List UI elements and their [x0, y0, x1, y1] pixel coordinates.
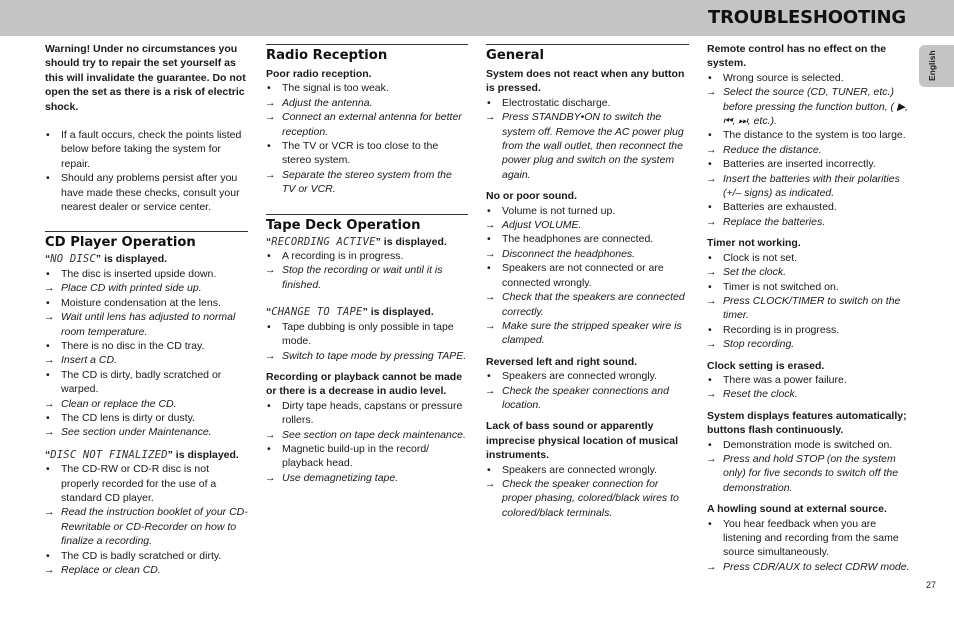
cause-item: • The CD is badly scratched or dirty.	[45, 549, 248, 563]
remedy-item: → Make sure the stripped speaker wire is clamped.	[486, 319, 689, 348]
remedy-item: → Read the instruction booklet of your CD-Rewritable or CD-Recorder on how to finalize a recording.	[45, 505, 248, 548]
radio-list	[266, 81, 468, 196]
radio-section-heading: Radio Reception	[266, 44, 468, 64]
general-question-reversed-sound: Reversed left and right sound.	[486, 355, 638, 368]
remedy-item: → Switch to tape mode by pressing TAPE.	[266, 349, 468, 363]
remedy-item: → Adjust the antenna.	[266, 96, 468, 110]
remedy-item: → Wait until lens has adjusted to normal room temperature.	[45, 310, 248, 339]
cause-item: • Speakers are connected wrongly.	[486, 369, 689, 383]
remedy-item: → Insert a CD.	[45, 353, 248, 367]
cause-item: • The signal is too weak.	[266, 81, 468, 95]
cause-item: • Timer is not switched on.	[707, 280, 910, 294]
column-general	[486, 44, 689, 520]
cause-item: • The CD lens is dirty or dusty.	[45, 411, 248, 425]
general-list-3	[486, 369, 689, 412]
page-header-bar	[0, 0, 954, 36]
remedy-item: → Replace or clean CD.	[45, 563, 248, 577]
remedy-item: → Check the speaker connections and location.	[486, 384, 689, 413]
howling-question: A howling sound at external source.	[707, 503, 887, 516]
cause-item: • The headphones are connected.	[486, 232, 689, 246]
cause-item: • Tape dubbing is only possible in tape mode.	[266, 320, 468, 349]
general-question-no-react: System does not react when any button is pressed.	[486, 68, 685, 95]
remedy-item: → Check the speaker connection for proper phasing, colored/black wires to colored/black terminals.	[486, 477, 689, 520]
cd-section-heading: CD Player Operation	[45, 231, 248, 251]
tape-list-2	[266, 320, 468, 363]
remote-question: Remote control has no effect on the system.	[707, 43, 887, 70]
cause-item: • There was a power failure.	[707, 373, 910, 387]
cause-item: • Speakers are connected wrongly.	[486, 463, 689, 477]
remedy-item: → Stop recording.	[707, 337, 910, 351]
radio-question: Poor radio reception.	[266, 68, 372, 80]
remote-list-2	[707, 251, 910, 352]
cd-question-no-disc: “NO DISC” is displayed.	[45, 253, 168, 266]
intro-list	[45, 128, 248, 214]
remedy-item: → Use demagnetizing tape.	[266, 471, 468, 485]
cause-item: • Clock is not set.	[707, 251, 910, 265]
cause-item: • You hear feedback when you are listening and recording from the same source simultaneously.	[707, 517, 910, 560]
tape-question-change-to-tape: “CHANGE TO TAPE” is displayed.	[266, 306, 434, 319]
cause-item: • Electrostatic discharge.	[486, 96, 689, 110]
cause-item: • Speakers are not connected or are connected wrongly.	[486, 261, 689, 290]
display-text-change-to-tape: CHANGE TO TAPE	[271, 306, 363, 319]
cd-question-not-finalized: “DISC NOT FINALIZED” is displayed.	[45, 448, 239, 461]
display-text-disc-not-finalized: DISC NOT FINALIZED	[50, 448, 168, 461]
column-radio-tape	[266, 44, 468, 485]
cause-item: • Dirty tape heads, capstans or pressure rollers.	[266, 399, 468, 428]
cd-list-1	[45, 267, 248, 440]
remedy-item: → Connect an external antenna for better reception.	[266, 110, 468, 139]
cause-item: • Magnetic build-up in the record/ playback head.	[266, 442, 468, 471]
page-number: 27	[926, 580, 937, 590]
cause-item: • There is no disc in the CD tray.	[45, 339, 248, 353]
remedy-item: → Reset the clock.	[707, 387, 910, 401]
intro-item: • If a fault occurs, check the points listed below before taking the system for repair.	[45, 128, 248, 171]
remedy-item: → Clean or replace the CD.	[45, 397, 248, 411]
tape-list-1	[266, 249, 468, 292]
display-text-recording-active: RECORDING ACTIVE	[271, 235, 376, 248]
remedy-item: → See section under Maintenance.	[45, 425, 248, 439]
warning-text: Warning! Under no circumstances you should try to repair the set yourself as this will invalidate the guarantee. Do not open the set as there is a risk of electric shock.	[45, 43, 246, 113]
intro-item: • Should any problems persist after you have made these checks, consult your nearest dealer or service center.	[45, 171, 248, 214]
remedy-item: → Adjust VOLUME.	[486, 218, 689, 232]
remedy-item: → Press and hold STOP (on the system only) for five seconds to switch off the demonstration.	[707, 452, 910, 495]
general-list-1	[486, 96, 689, 182]
cause-item: • The TV or VCR is too close to the stereo system.	[266, 139, 468, 168]
cause-item: • The distance to the system is too large.	[707, 128, 910, 142]
tape-section-heading: Tape Deck Operation	[266, 214, 468, 234]
remedy-item: → Reduce the distance.	[707, 143, 910, 157]
remedy-item: → Place CD with printed side up.	[45, 281, 248, 295]
language-label: English	[927, 50, 937, 81]
general-question-no-sound: No or poor sound.	[486, 190, 577, 203]
demo-question: System displays features automatically; buttons flash continuously.	[707, 409, 907, 437]
page-title: TROUBLESHOOTING	[708, 7, 906, 28]
remote-list-3	[707, 373, 910, 402]
tape-list-3	[266, 399, 468, 485]
cd-list-2	[45, 462, 248, 577]
cause-item: • The disc is inserted upside down.	[45, 267, 248, 281]
general-section-heading: General	[486, 44, 689, 64]
cause-item: • Wrong source is selected.	[707, 71, 910, 85]
remedy-item: → Insert the batteries with their polarities (+/– signs) as indicated.	[707, 172, 910, 201]
remedy-item: → See section on tape deck maintenance.	[266, 428, 468, 442]
general-list-2	[486, 204, 689, 348]
tape-question-recording-active: “RECORDING ACTIVE” is displayed.	[266, 235, 447, 248]
timer-question: Timer not working.	[707, 237, 801, 250]
remedy-item: → Disconnect the headphones.	[486, 247, 689, 261]
remedy-item: → Press CLOCK/TIMER to switch on the timer.	[707, 294, 910, 323]
remedy-item: → Press STANDBY•ON to switch the system off. Remove the AC power plug from the wall outlet, then reconnect the power plug and switch on the system again.	[486, 110, 689, 182]
column-remote-timer	[707, 42, 910, 574]
clock-question: Clock setting is erased.	[707, 359, 825, 372]
cause-item: • Batteries are exhausted.	[707, 200, 910, 214]
column-warning-cd	[45, 42, 248, 577]
remote-list-1	[707, 71, 910, 229]
remedy-item: → Check that the speakers are connected correctly.	[486, 290, 689, 319]
remote-list-4	[707, 438, 910, 496]
remedy-item: → Set the clock.	[707, 265, 910, 279]
cause-item: • Moisture condensation at the lens.	[45, 296, 248, 310]
cause-item: • Recording is in progress.	[707, 323, 910, 337]
cause-item: • The CD is dirty, badly scratched or warped.	[45, 368, 248, 397]
remedy-item: → Separate the stereo system from the TV or VCR.	[266, 168, 468, 197]
cause-item: • Batteries are inserted incorrectly.	[707, 157, 910, 171]
remedy-item: → Stop the recording or wait until it is finished.	[266, 263, 468, 292]
general-question-lack-of-bass: Lack of bass sound or apparently imprecise physical location of musical instruments.	[486, 420, 678, 462]
language-tab	[919, 45, 954, 87]
cause-item: • The CD-RW or CD-R disc is not properly recorded for the use of a standard CD player.	[45, 462, 248, 505]
cause-item: • A recording is in progress.	[266, 249, 468, 263]
cause-item: • Volume is not turned up.	[486, 204, 689, 218]
cause-item: • Demonstration mode is switched on.	[707, 438, 910, 452]
remedy-item: → Replace the batteries.	[707, 215, 910, 229]
display-text-no-disc: NO DISC	[50, 253, 96, 266]
remedy-item: → Select the source (CD, TUNER, etc.) before pressing the function button, ( ▶, ⏮, ⏭, etc.).	[707, 85, 910, 128]
remedy-item: → Press CDR/AUX to select CDRW mode.	[707, 560, 910, 574]
general-list-4	[486, 463, 689, 521]
remote-list-5	[707, 517, 910, 575]
tape-question-recording-playback: Recording or playback cannot be made or there is a decrease in audio level.	[266, 370, 463, 398]
